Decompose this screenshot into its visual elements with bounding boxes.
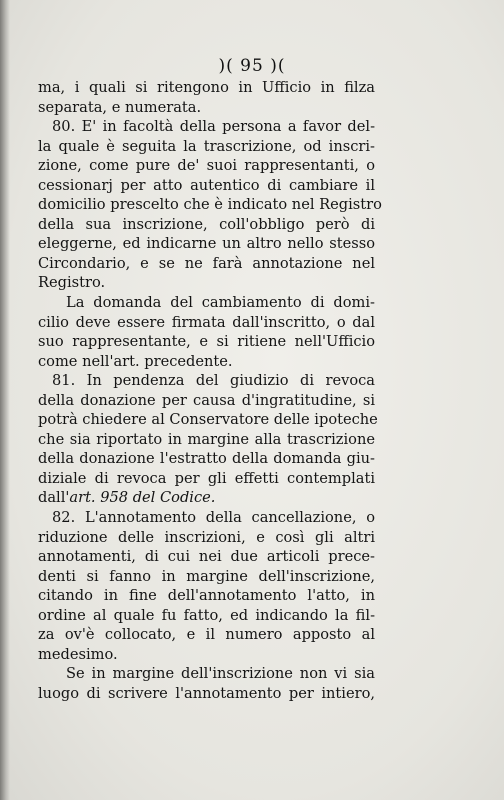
text-line: diziale di revoca per gli effetti contemplati <box>38 469 375 487</box>
text-line: luogo di scrivere l'annotamento per intiero, <box>38 684 375 702</box>
text-line: denti si fanno in margine dell'inscrizione, <box>38 567 375 585</box>
text-line: za ov'è collocato, e il numero apposto al <box>38 626 375 644</box>
text-line: 81. In pendenza del giudizio di revoca <box>52 372 375 390</box>
text-line: Circondario, e se ne farà annotazione nel <box>38 254 375 272</box>
text-line: della donazione per causa d'ingratitudine, si <box>38 391 375 409</box>
text-line: zione, come pure de' suoi rappresentanti, o <box>38 157 375 175</box>
text-line: potrà chiedere al Conservatore delle ipoteche <box>38 411 378 429</box>
text-line: riduzione delle inscrizioni, e così gli altri <box>38 528 375 546</box>
text-line: separata, e numerata. <box>38 98 202 116</box>
italic-citation: art. 958 del Codice. <box>69 489 216 507</box>
text-line <box>38 488 375 508</box>
text-line: la quale è seguita la trascrizione, od inscri- <box>38 137 375 155</box>
page-number: )( 95 )( <box>218 56 286 76</box>
text-line: suo rappresentante, e si ritiene nell'Ufficio <box>38 333 375 351</box>
text-line: Registro. <box>38 274 106 292</box>
text-line: come nell'art. precedente. <box>38 352 233 370</box>
page-binding-edge <box>0 0 10 800</box>
text-line: che sia riportato in margine alla trascrizione <box>38 430 375 448</box>
text-line: eleggerne, ed indicarne un altro nello stesso <box>38 235 375 253</box>
text-line: cilio deve essere firmata dall'inscritto, o dal <box>38 313 375 331</box>
text-line: annotamenti, di cui nei due articoli prece- <box>38 548 375 566</box>
text-line: cessionarj per atto autentico di cambiare il <box>38 176 375 194</box>
text-line: La domanda del cambiamento di domi- <box>66 294 375 312</box>
text-line: ordine al quale fu fatto, ed indicando la fil- <box>38 606 375 624</box>
text-line: ma, i quali si ritengono in Ufficio in filza <box>38 79 375 96</box>
text-line: 80. E' in facoltà della persona a favor del- <box>52 118 375 136</box>
text-line: Se in margine dell'inscrizione non vi sia <box>66 665 375 683</box>
text-line: della sua inscrizione, coll'obbligo però di <box>38 215 375 233</box>
text-line: 82. L'annotamento della cancellazione, o <box>52 509 375 527</box>
text-line: della donazione l'estratto della domanda giu- <box>38 450 375 468</box>
body-text <box>38 78 382 704</box>
text-span: dall' <box>38 489 70 507</box>
text-line: citando in fine dell'annotamento l'atto, in <box>38 587 375 605</box>
text-line: domicilio prescelto che è indicato nel Registro <box>38 196 382 214</box>
text-line: medesimo. <box>38 645 118 663</box>
